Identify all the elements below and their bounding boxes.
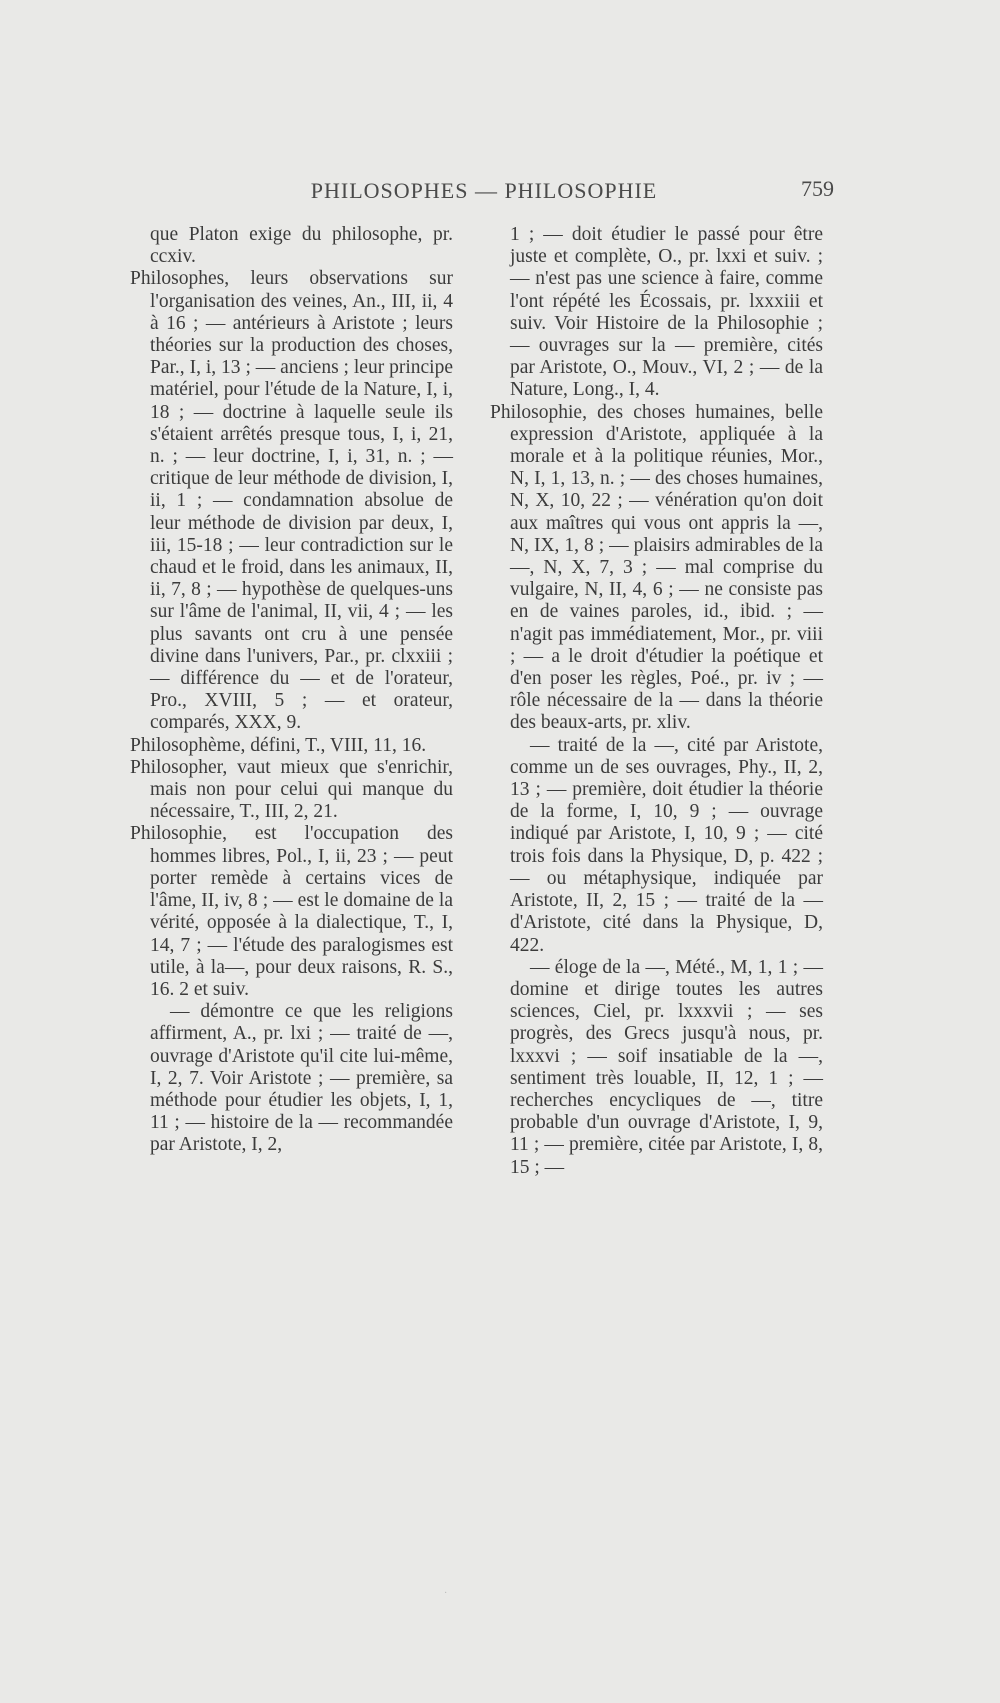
- index-entry: Philosophie, est l'occupation des hommes libres, Pol., I, ii, 23 ; — peut porter remède à certains vices de l'âme, II, iv, 8 ; — est le domaine de la vérité, opposée à la dialectique, T., I, 14, 7 ; — l'étude des paralogismes est utile, à la—, pour deux raisons, R. S., 16. 2 et suiv.: [130, 823, 453, 1000]
- paragraph: — démontre ce que les religions affirment, A., pr. lxi ; — traité de —, ouvrage d'Aristote qu'il cite lui-même, I, 2, 7. Voir Aristote ; — première, sa méthode pour étudier les objets, I, 1, 11 ; — histoire de la — recommandée par Aristote, I, 2,: [150, 1001, 453, 1156]
- index-entry: Philosophes, leurs observations sur l'organisation des veines, An., III, ii, 4 à 16 ; — antérieurs à Aristote ; leurs théories sur la production des choses, Par., I, i, 13 ; — anciens ; leur principe matériel, pour l'étude de la Nature, I, i, 18 ; — doctrine à laquelle seule ils s'étaient arrêtés presque tous, I, i, 21, n. ; — leur doctrine, I, i, 31, n. ; — critique de leur méthode de division, I, ii, 1 ; — condamnation absolue de leur méthode de division par deux, I, iii, 15-18 ; — leur contradiction sur le chaud et le froid, dans les animaux, II, ii, 7, 8 ; — hypothèse de quelques-uns sur l'âme de l'animal, II, vii, 4 ; — les plus savants ont cru à une pensée divine dans l'univers, Par., pr. clxxiii ; — différence du — et de l'orateur, Pro., XVIII, 5 ; — et orateur, comparés, XXX, 9.: [130, 268, 453, 734]
- left-column: [130, 224, 453, 1157]
- paragraph: — éloge de la —, Mété., M, 1, 1 ; — domine et dirige toutes les autres sciences, Ciel, pr. lxxxvii ; — ses progrès, des Grecs jusqu'à nous, pr. lxxxvi ; — soif insatiable de la —, sentiment très louable, II, 12, 1 ; — recherches encycliques de —, titre probable d'un ouvrage d'Aristote, I, 9, 11 ; — première, citée par Aristote, I, 8, 15 ; —: [510, 956, 823, 1178]
- right-column: [490, 224, 823, 1179]
- index-entry: Philosophie, des choses humaines, belle expression d'Aristote, appliquée à la morale et à la politique réunies, Mor., N, I, 1, 13, n. ; — des choses humaines, N, X, 10, 22 ; — vénération qu'on doit aux maîtres qui vous ont appris la —, N, IX, 1, 8 ; — plaisirs admirables de la —, N, X, 7, 3 ; — mal comprise du vulgaire, N, II, 4, 6 ; — ne consiste pas en de vaines paroles, id., ibid. ; — n'agit pas immédiatement, Mor., pr. viii ; — a le droit d'étudier la poétique et d'en poser les règles, Poé., pr. iv ; — rôle nécessaire de la — dans la théorie des beaux-arts, pr. xliv.: [490, 401, 823, 734]
- index-entry: Philosopher, vaut mieux que s'enrichir, mais non pour celui qui manque du nécessaire, T., III, 2, 21.: [130, 756, 453, 823]
- paragraph: 1 ; — doit étudier le passé pour être juste et complète, O., pr. lxxi et suiv. ; — n'est pas une science à faire, comme l'ont répété les Écossais, pr. lxxxiii et suiv. Voir Histoire de la Philosophie ; — ouvrages sur la — première, cités par Aristote, O., Mouv., VI, 2 ; — de la Nature, Long., I, 4.: [510, 224, 823, 401]
- print-speck: ·: [444, 1588, 448, 1599]
- paragraph: que Platon exige du philosophe, pr. ccxiv.: [150, 224, 453, 268]
- running-head: [144, 176, 834, 210]
- index-entry: Philosophème, défini, T., VIII, 11, 16.: [130, 734, 427, 756]
- page-title: PHILOSOPHES — PHILOSOPHIE: [310, 178, 658, 203]
- page-number: 759: [801, 176, 834, 201]
- paragraph: — traité de la —, cité par Aristote, comme un de ses ouvrages, Phy., II, 2, 13 ; — première, doit étudier la théorie de la forme, I, 10, 9 ; — ouvrage indiqué par Aristote, I, 10, 9 ; — cité trois fois dans la Physique, D, p. 422 ; — ou métaphysique, indiquée par Aristote, II, 2, 15 ; — traité de la — d'Aristote, cité dans la Physique, D, 422.: [510, 734, 823, 956]
